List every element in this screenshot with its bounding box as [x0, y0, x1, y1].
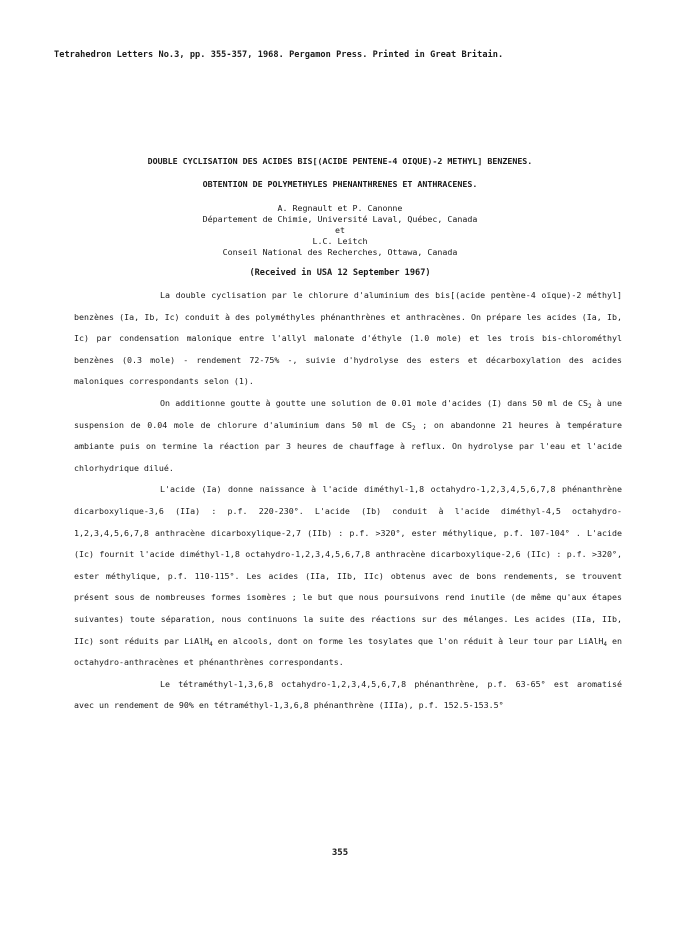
- paragraph-4: Le tétraméthyl-1,3,6,8 octahydro-1,2,3,4,5,6,7,8 phénanthrène, p.f. 63-65° est aromatisé avec un rendement de 90% en tétraméthyl-1,3,6,8 phénanthrène (IIIa), p.f. 152.5-153.5°: [74, 678, 622, 711]
- paragraph-1: La double cyclisation par le chlorure d'aluminium des bis[(acide pentène-4 oïque)-2 méthyl] benzènes (Ia, Ib, Ic) conduit à des polyméthyles phénanthrènes et anthracènes. On prépare les acides (Ia, Ib, Ic) par condensation malonique entre l'allyl malonate d'éthyle (1.0 mole) et les trois bis-chlorométhyl benzènes (0.3 mole) - rendement 72-75% -, suivie d'hydrolyse des esters et décarboxylation des acides maloniques correspondants selon (1).: [74, 290, 622, 387]
- author-names-2: L.C. Leitch: [312, 236, 368, 246]
- paragraph-3: L'acide (Ia) donne naissance à l'acide diméthyl-1,8 octahydro-1,2,3,4,5,6,7,8 phénanthrène dicarboxylique-3,6 (IIa) : p.f. 220-230°. L'acide (Ib) conduit à l'acide diméthyl-4,5 octahydro-1,2,3,4,5,6,7,8 anthracène dicarboxylique-2,7 (IIb) : p.f. >320°, ester méthylique, p.f. 107-104° . L'acide (Ic) fournit l'acide diméthyl-1,8 octahydro-1,2,3,4,5,6,7,8 anthracène dicarboxylique-2,6 (IIc) : p.f. >320°, ester méthylique, p.f. 110-115°. Les acides (IIa, IIb, IIc) obtenus avec de bons rendements, se trouvent présent sous de nombreuses formes isomères ; le but que nous poursuivons rend inutile (de même qu'aux étapes suivantes) toute séparation, nous continuons la suite des réactions sur des mélanges. Les acides (IIa, IIb, IIc) sont réduits par LiAlH$_4$ en alcools, dont on forme les tosylates que l'on réduit à leur tour par LiAlH$_4$ en octahydro-anthracènes et phénanthrènes correspondants.: [74, 484, 622, 668]
- page-number: 355: [331, 848, 349, 858]
- title-line-1: DOUBLE CYCLISATION DES ACIDES BIS[(ACIDE PENTENE-4 OIQUE)-2 METHYL] BENZENES.: [147, 156, 533, 166]
- author-names-1: A. Regnault et P. Canonne: [277, 203, 403, 213]
- article-body: [74, 285, 622, 717]
- title-line-2: OBTENTION DE POLYMETHYLES PHENANTHRENES ET ANTHRACENES.: [202, 179, 478, 189]
- journal-header: Tetrahedron Letters No.3, pp. 355-357, 1968. Pergamon Press. Printed in Great Britain.: [54, 50, 504, 60]
- received-date: (Received in USA 12 September 1967): [249, 268, 431, 278]
- affiliation-2: Conseil National des Recherches, Ottawa, Canada: [222, 247, 458, 257]
- paragraph-2: On additionne goutte à goutte une solution de 0.01 mole d'acides (I) dans 50 ml de $CS_2$ à une suspension de 0.04 mole de chlorure d'aluminium dans 50 ml de $CS_2$ ; on abandonne 21 heures à température ambiante puis on termine la réaction par 3 heures de chauffage à reflux. On hydrolyse par l'eau et l'acide chlorhydrique dilué.: [74, 397, 622, 473]
- author-conjunction: et: [335, 225, 345, 235]
- affiliation-1: Département de Chimie, Université Laval, Québec, Canada: [202, 214, 478, 224]
